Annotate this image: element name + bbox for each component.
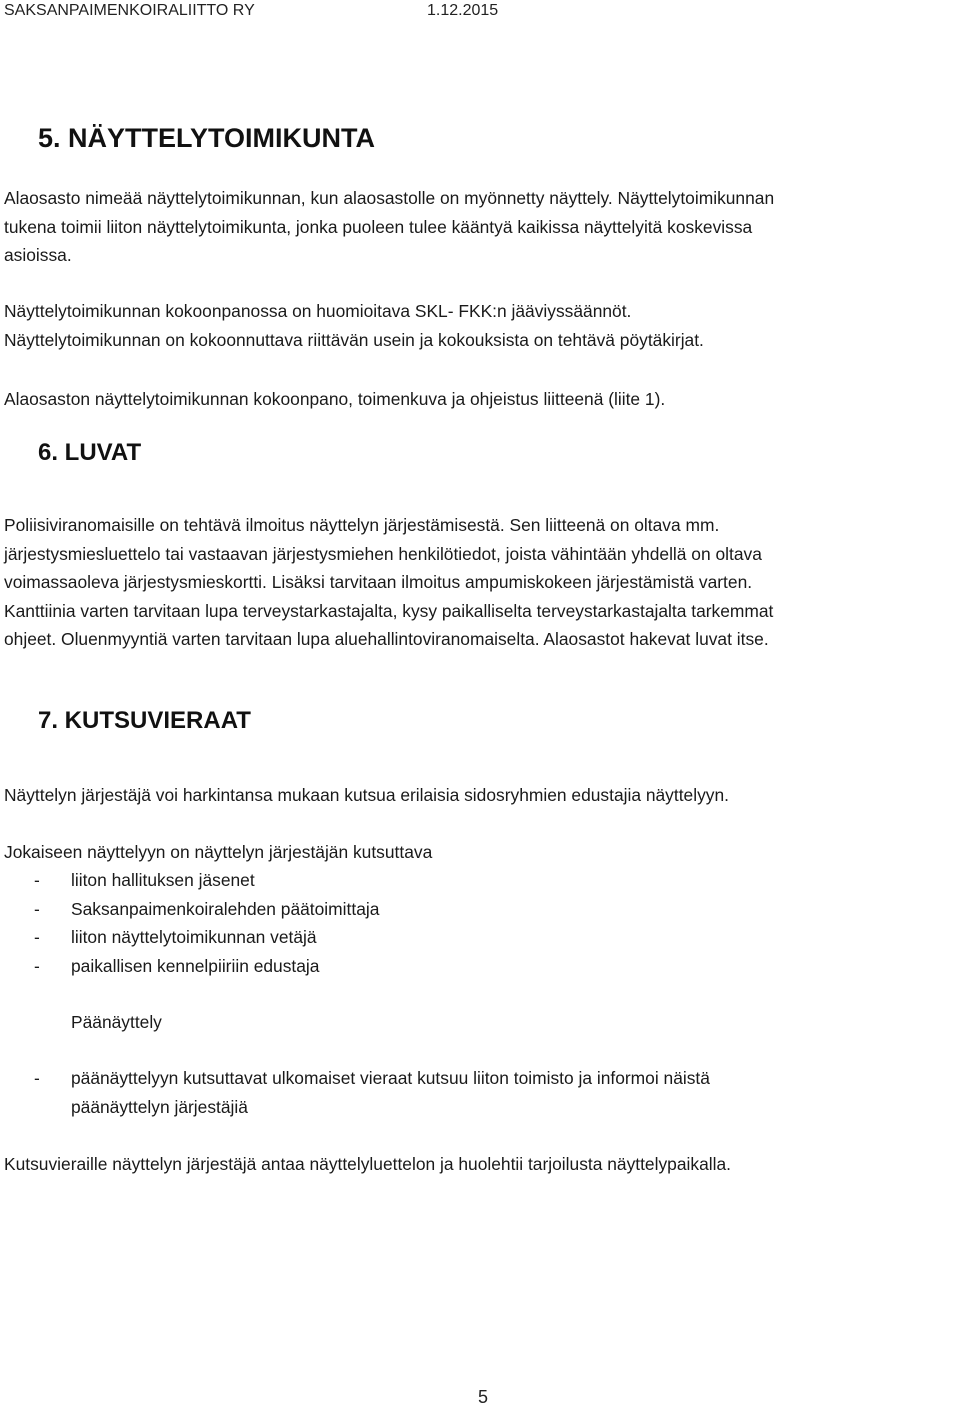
paragraph-line: asioissa. — [4, 245, 72, 266]
paragraph-line: Jokaiseen näyttelyyn on näyttelyn järjestäjän kutsuttava — [4, 842, 433, 862]
list-dash: - — [34, 927, 40, 948]
paragraph-line: Näyttelyn järjestäjä voi harkintansa mukaan kutsua erilaisia sidosryhmien edustajia näyttelyyn. — [4, 785, 729, 805]
list-dash: - — [34, 955, 40, 976]
list-item — [34, 895, 934, 924]
list-item-text: liiton hallituksen jäsenet — [71, 870, 255, 890]
page-header — [4, 0, 944, 24]
paragraph-line: järjestysmiesluettelo tai vastaavan järjestysmiehen henkilötiedot, joista vähintään yhdellä on oltava — [4, 543, 762, 564]
section-7-paragraph-1 — [4, 781, 956, 810]
list-item — [34, 866, 934, 895]
paragraph-line: Näyttelytoimikunnan on kokoonnuttava riittävän usein ja kokouksista on tehtävä pöytäkirjat. — [4, 329, 704, 350]
section-7-paragraph-2 — [4, 838, 956, 867]
paragraph-line: Näyttelytoimikunnan kokoonpanossa on huomioitava SKL- FKK:n jääviyssäännöt. — [4, 301, 632, 321]
list-item-text: päänäyttelyyn kutsuttavat ulkomaiset vieraat kutsuu liiton toimisto ja informoi näistä — [71, 1068, 710, 1088]
list-item — [34, 923, 934, 952]
paragraph-line: Kanttiinia varten tarvitaan lupa terveystarkastajalta, kysy paikalliselta terveystarkastajalta tarkemmat — [4, 600, 774, 621]
section-7-heading: 7. KUTSUVIERAAT — [38, 707, 251, 734]
main-show-subheading: Päänäyttely — [71, 1012, 162, 1032]
list-item-text: päänäyttelyn järjestäjiä — [71, 1096, 248, 1117]
list-item — [34, 1064, 934, 1093]
paragraph-line: Kutsuvieraille näyttelyn järjestäjä antaa näyttelyluettelon ja huolehtii tarjoilusta näyttelypaikalla. — [4, 1154, 731, 1174]
list-item-text: liiton näyttelytoimikunnan vetäjä — [71, 927, 317, 948]
paragraph-line: Alaosasto nimeää näyttelytoimikunnan, kun alaosastolle on myönnetty näyttely. Näyttelytoimikunnan — [4, 188, 775, 208]
section-5-paragraph-2 — [4, 297, 956, 354]
list-item-text: Saksanpaimenkoiralehden päätoimittaja — [71, 898, 380, 919]
paragraph-line: ohjeet. Oluenmyyntiä varten tarvitaan lupa aluehallintoviranomaiselta. Alaosastot hakevat luvat itse. — [4, 629, 769, 650]
list-item-continuation — [34, 1093, 934, 1122]
section-5-paragraph-1 — [4, 184, 956, 270]
invitee-list — [34, 866, 934, 980]
paragraph-line: tukena toimii liiton näyttelytoimikunta, jonka puoleen tulee kääntyä kaikissa näyttelyitä koskevissa — [4, 216, 753, 237]
list-item-text: paikallisen kennelpiiriin edustaja — [71, 955, 320, 976]
paragraph-line: voimassaoleva järjestysmieskortti. Lisäksi tarvitaan ilmoitus ampumiskokeen järjestämistä varten. — [4, 572, 753, 593]
section-5-heading: 5. NÄYTTELYTOIMIKUNTA — [38, 123, 376, 153]
section-5-paragraph-3 — [4, 385, 956, 414]
list-dash: - — [34, 898, 40, 919]
list-item — [34, 952, 934, 981]
document-date: 1.12.2015 — [427, 2, 499, 19]
list-dash: - — [34, 1068, 40, 1088]
section-6-heading: 6. LUVAT — [38, 439, 142, 466]
paragraph-line: Poliisiviranomaisille on tehtävä ilmoitus näyttelyn järjestämisestä. Sen liitteenä on oltava mm. — [4, 515, 720, 535]
section-7-paragraph-3 — [4, 1150, 956, 1179]
organization-name: SAKSANPAIMENKOIRALIITTO RY — [4, 2, 255, 19]
list-dash: - — [34, 870, 40, 890]
page-number: 5 — [478, 1387, 489, 1407]
section-6-paragraph-1 — [4, 511, 956, 654]
main-show-list — [34, 1064, 934, 1121]
paragraph-line: Alaosaston näyttelytoimikunnan kokoonpano, toimenkuva ja ohjeistus liitteenä (liite 1). — [4, 389, 666, 409]
